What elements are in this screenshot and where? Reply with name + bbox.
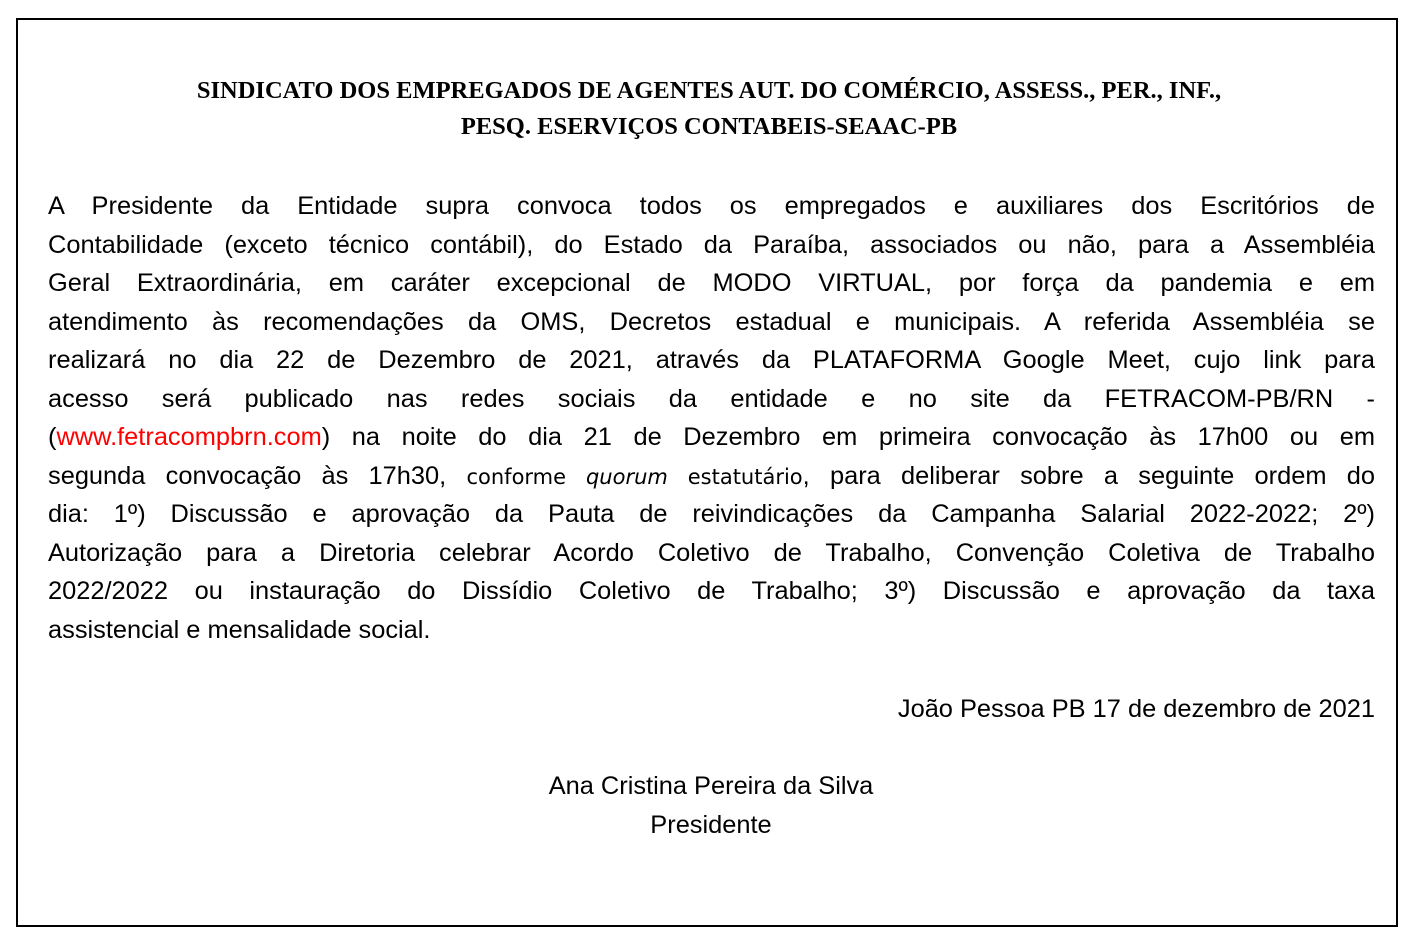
body-line-7-rest: ) na noite do dia 21 de Dezembro em primeira convocação às 17h00 ou em	[321, 423, 1375, 451]
quorum-phrase	[466, 465, 802, 489]
body-line-3: Geral Extraordinária, em caráter excepcional de MODO VIRTUAL, por força da pandemia e em	[48, 269, 1375, 297]
header-line-2: PESQ. ESERVIÇOS CONTABEIS-SEAAC-PB	[460, 113, 958, 140]
signatory-role: Presidente	[650, 810, 772, 839]
body-line-12: assistencial e mensalidade social.	[48, 615, 431, 644]
body-line-9: dia: 1º) Discussão e aprovação da Pauta de reivindicações da Campanha Salarial 2022-2022; 2º)	[48, 500, 1375, 528]
signatory-name: Ana Cristina Pereira da Silva	[548, 772, 874, 800]
quorum-phrase-b: estatutário	[667, 464, 803, 489]
website-link[interactable]: www.fetracompbrn.com	[56, 423, 322, 451]
body-line-2: Contabilidade (exceto técnico contábil), do Estado da Paraíba, associados ou não, para a Assembléia	[48, 230, 1375, 259]
quorum-word: quorum	[585, 464, 668, 489]
body-line-8-start: segunda convocação às 17h30,	[48, 461, 467, 490]
signature-block	[0, 767, 1418, 844]
paren-open: (	[48, 423, 57, 451]
body-line-6: acesso será publicado nas redes sociais da entidade e no site da FETRACOM-PB/RN -	[48, 384, 1375, 413]
body-line-7	[48, 418, 1375, 457]
body-line-1: A Presidente da Entidade supra convoca todos os empregados e auxiliares dos Escritórios de	[48, 192, 1375, 220]
body-line-11: 2022/2022 ou instauração do Dissídio Coletivo de Trabalho; 3º) Discussão e aprovação da taxa	[48, 577, 1375, 605]
body-line-8-end: , para deliberar sobre a seguinte ordem do	[802, 461, 1376, 490]
body-line-5: realizará no dia 22 de Dezembro de 2021, através da PLATAFORMA Google Meet, cujo link para	[48, 346, 1375, 374]
notice-body	[48, 187, 1375, 649]
body-line-10: Autorização para a Diretoria celebrar Acordo Coletivo de Trabalho, Convenção Coletiva de Trabalho	[48, 538, 1375, 567]
body-line-4: atendimento às recomendações da OMS, Decretos estadual e municipais. A referida Assembléia se	[48, 307, 1375, 336]
header-line-1: SINDICATO DOS EMPREGADOS DE AGENTES AUT. DO COMÉRCIO, ASSESS., PER., INF.,	[196, 77, 1222, 104]
place-date: João Pessoa PB 17 de dezembro de 2021	[897, 695, 1375, 723]
quorum-phrase-a: conforme	[466, 464, 586, 489]
body-line-8	[48, 457, 1375, 496]
union-header	[40, 73, 1378, 145]
